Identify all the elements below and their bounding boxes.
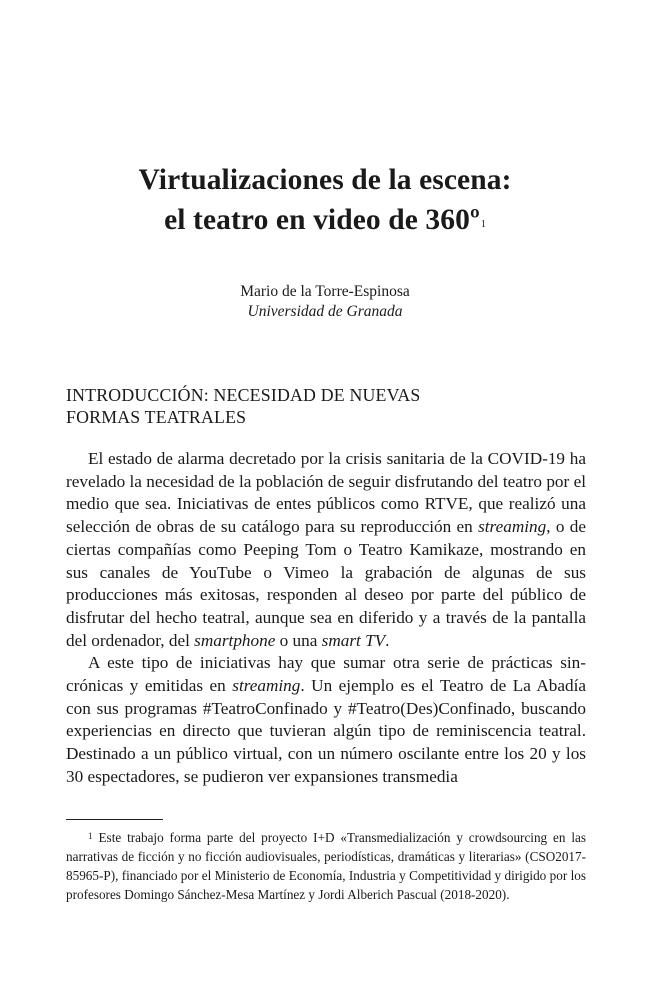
section-heading-line-1: INTRODUCCIÓN: NECESIDAD DE NUEVAS [66,385,421,405]
paragraph-2-text-b: . Un ejemplo es el Teatro de La Abadía con sus programas #TeatroConfinado y #Teatro(Des)Confinado, buscando experiencias en directo que tuvieran algún tipo de reminiscencia teatral. Destinado a un público virtual, con un número oscilante entre los 20 y los 30 espectadores, se pudieron ver expansiones transmedia [66,676,586,786]
paragraph-1-italic-streaming: streaming [478,517,547,537]
footnote-divider [66,819,163,820]
paragraph-1-text-b: , o de ciertas compañías como Peeping Tom o Teatro Kamikaze, mostrando en sus canales de YouTube o Vimeo la grabación de algunas de sus producciones más exitosas, responden al deseo por parte del público de disfrutar del hecho teatral, aunque sea en diferido y a través de la pantalla del ordenador, del [66,517,586,650]
section-heading [66,384,586,428]
footnote-1 [66,828,586,904]
footnote-number: 1 [88,831,93,841]
section-heading-line-2: FORMAS TEATRALES [66,407,247,427]
chapter-title-line-2: el teatro en video de 360º [164,204,480,236]
title-footnote-ref[interactable]: 1 [480,219,486,230]
author-name: Mario de la Torre-Espinosa [240,283,410,300]
author-affiliation: Universidad de Granada [247,303,403,320]
chapter-title-line-1: Virtualizaciones de la escena: [138,164,512,196]
paragraph-1-italic-smart-tv: smart TV [321,630,386,650]
paragraph-2 [66,652,586,788]
paragraph-1-italic-smartphone: smartphone [194,630,276,650]
paragraph-1-text-a: El estado de alarma decretado por la crisis sanitaria de la COVID-19 ha revelado la necesidad de la población de seguir disfrutando del teatro por el medio que sea. Iniciativas de entes públicos como RTVE, que realizó una selección de obras de su catálogo para su reproducción en [66,449,586,537]
chapter-title [0,160,650,240]
paragraph-1-text-c: o una [275,630,322,650]
footnote-text: Este trabajo forma parte del proyecto I+D «Transmedialización y crowdsourcing en las narrativas de ficción y no ficción audiovisuales, periodísticas, dramáticas y literarias» (CSO2017-85965-P), financiado por el Ministerio de Economía, Industria y Competitividad y dirigido por los profesores Domingo Sánchez-Mesa Martínez y Jordi Alberich Pascual (2018-2020). [66,830,586,902]
paragraph-2-italic-streaming: streaming [232,676,301,696]
paragraph-2-text-a: A este tipo de iniciativas hay que sumar otra serie de prácticas sincrónicas y emitidas en [66,653,586,696]
body-text [66,448,586,789]
paragraph-1 [66,448,586,652]
paragraph-1-text-d: . [385,630,390,650]
